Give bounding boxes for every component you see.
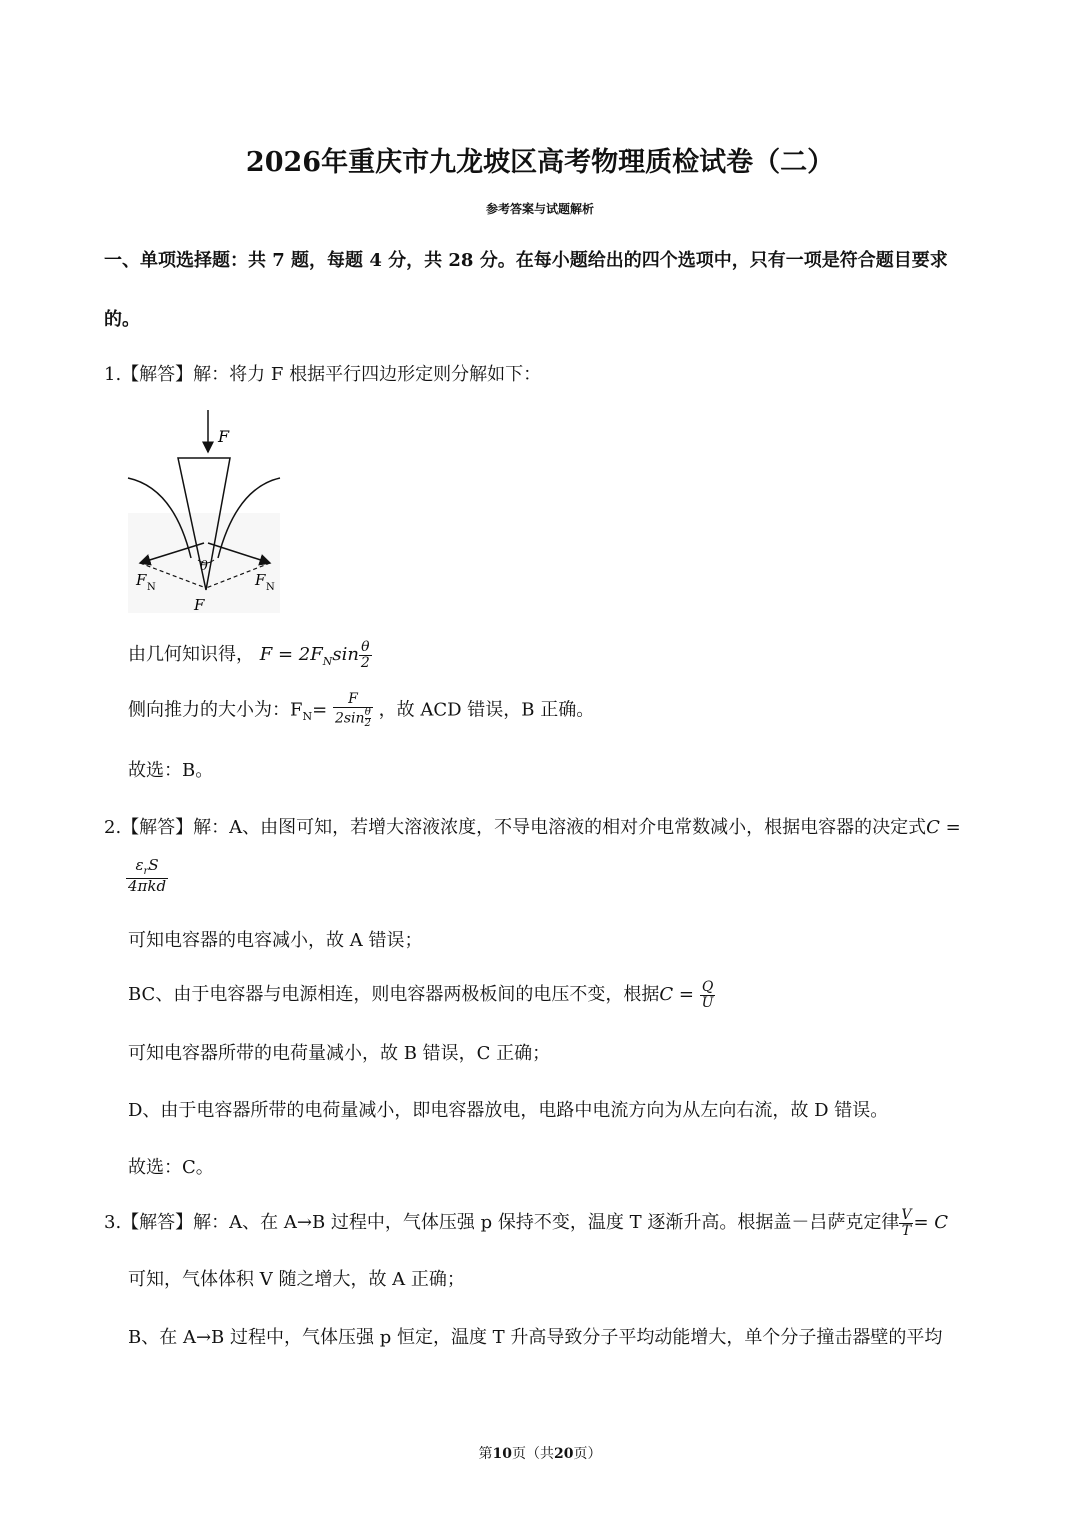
q1-intro: 1.【解答】解：将力 F 根据平行四边形定则分解如下：	[104, 364, 542, 385]
capacitance-frac	[126, 858, 168, 894]
section-heading-line2: 的。	[104, 309, 140, 330]
q2-line1-formula: C =	[926, 817, 961, 838]
q2-line1	[104, 813, 961, 839]
frac-denominator: 2	[360, 654, 370, 671]
frac-numerator: V	[901, 1207, 912, 1223]
frac-denominator	[333, 708, 373, 729]
q1-answer: 故选：B。	[128, 760, 214, 781]
footer-page-number: 10	[492, 1446, 512, 1462]
frac-numerator	[126, 858, 168, 879]
force-decomposition-diagram	[126, 408, 286, 618]
q1-geometry-sin: sin	[332, 644, 359, 666]
q3-line2: 可知，气体体积 V 随之增大，故 A 正确；	[128, 1269, 465, 1290]
q2-line5: D、由于电容器所带的电荷量减小，即电容器放电，电路中电流方向为从左向右流，故 D 错误。	[128, 1100, 889, 1121]
frac-numerator: θ	[359, 640, 372, 656]
page-footer	[0, 1443, 1080, 1463]
side-den-theta: θ	[364, 706, 371, 718]
section-heading-line1: 一、单项选择题：共 7 题，每题 4 分，共 28 分。在每小题给出的四个选项中，只有一项是符合题目要求	[104, 250, 948, 271]
resultant-force-label: F	[194, 596, 205, 614]
epsilon-sub: r	[143, 866, 149, 877]
q2-line3-formula: C =	[659, 984, 694, 1006]
page-subtitle: 参考答案与试题解析	[485, 202, 594, 216]
q3-equals-c: = C	[913, 1212, 949, 1234]
q1-side-subscript: N	[302, 709, 313, 723]
frac-denominator: T	[901, 1222, 912, 1239]
q1-side-force-line	[128, 692, 594, 729]
side-den-sin: 2sin	[334, 710, 365, 727]
q-over-u-fraction	[700, 980, 716, 1010]
q1-side-fraction	[333, 692, 373, 729]
q3-line1	[104, 1208, 948, 1238]
page-title: 2026年重庆市九龙坡区高考物理质检试卷（二）	[245, 147, 835, 178]
v-over-t-fraction	[899, 1208, 913, 1238]
footer-total-pages: 20	[554, 1446, 574, 1462]
q1-side-text: 侧向推力的大小为：F	[128, 699, 303, 721]
area-s: S	[148, 856, 159, 874]
side-den-two: 2	[364, 717, 371, 729]
q2-line3-text: BC、由于电容器与电源相连，则电容器两极板间的电压不变，根据	[128, 984, 660, 1006]
epsilon: ε	[135, 856, 144, 874]
normal-force-left-label: F	[136, 571, 147, 589]
q2-capacitance-fraction	[126, 858, 168, 894]
q3-line1-text: 3.【解答】解：A、在 A→B 过程中，气体压强 p 保持不变，温度 T 逐渐升高。根据盖－吕萨克定律	[104, 1212, 900, 1234]
frac-denominator: U	[701, 994, 714, 1011]
side-den-theta-half	[365, 708, 371, 729]
footer-prefix: 第	[478, 1446, 493, 1462]
q1-theta-half-fraction	[359, 640, 372, 670]
q1-geometry-line	[128, 640, 372, 670]
footer-middle: 页（共	[512, 1446, 554, 1462]
normal-force-right-subscript: N	[266, 582, 275, 593]
q2-answer: 故选：C。	[128, 1157, 214, 1178]
q2-line3	[128, 980, 715, 1010]
q1-geometry-subscript: N	[322, 654, 333, 668]
q1-side-conclusion: ，故 ACD 错误，B 正确。	[378, 699, 595, 721]
q1-geometry-text: 由几何知识得，	[128, 644, 254, 666]
applied-force-label: F	[218, 427, 230, 446]
q2-line4: 可知电容器所带的电荷量减小，故 B 错误，C 正确；	[128, 1043, 551, 1064]
frac-numerator: Q	[700, 980, 716, 996]
q2-line2: 可知电容器的电容减小，故 A 错误；	[128, 930, 423, 951]
normal-force-right-label: F	[255, 571, 266, 589]
q3-line3: B、在 A→B 过程中，气体压强 p 恒定，温度 T 升高导致分子平均动能增大，单个分子撞击器壁的平均	[128, 1327, 943, 1348]
q1-geometry-formula: F = 2F	[259, 644, 323, 666]
frac-numerator: F	[333, 692, 373, 708]
q2-line1-text: 2.【解答】解：A、由图可知，若增大溶液浓度，不导电溶液的相对介电常数减小，根据电容器的决定式	[104, 817, 927, 838]
theta-label: θ	[200, 559, 208, 574]
footer-suffix: 页）	[573, 1446, 602, 1462]
normal-force-left-subscript: N	[147, 582, 156, 593]
q1-side-equals: =	[312, 699, 328, 721]
frac-denominator: 4πkd	[128, 876, 167, 895]
